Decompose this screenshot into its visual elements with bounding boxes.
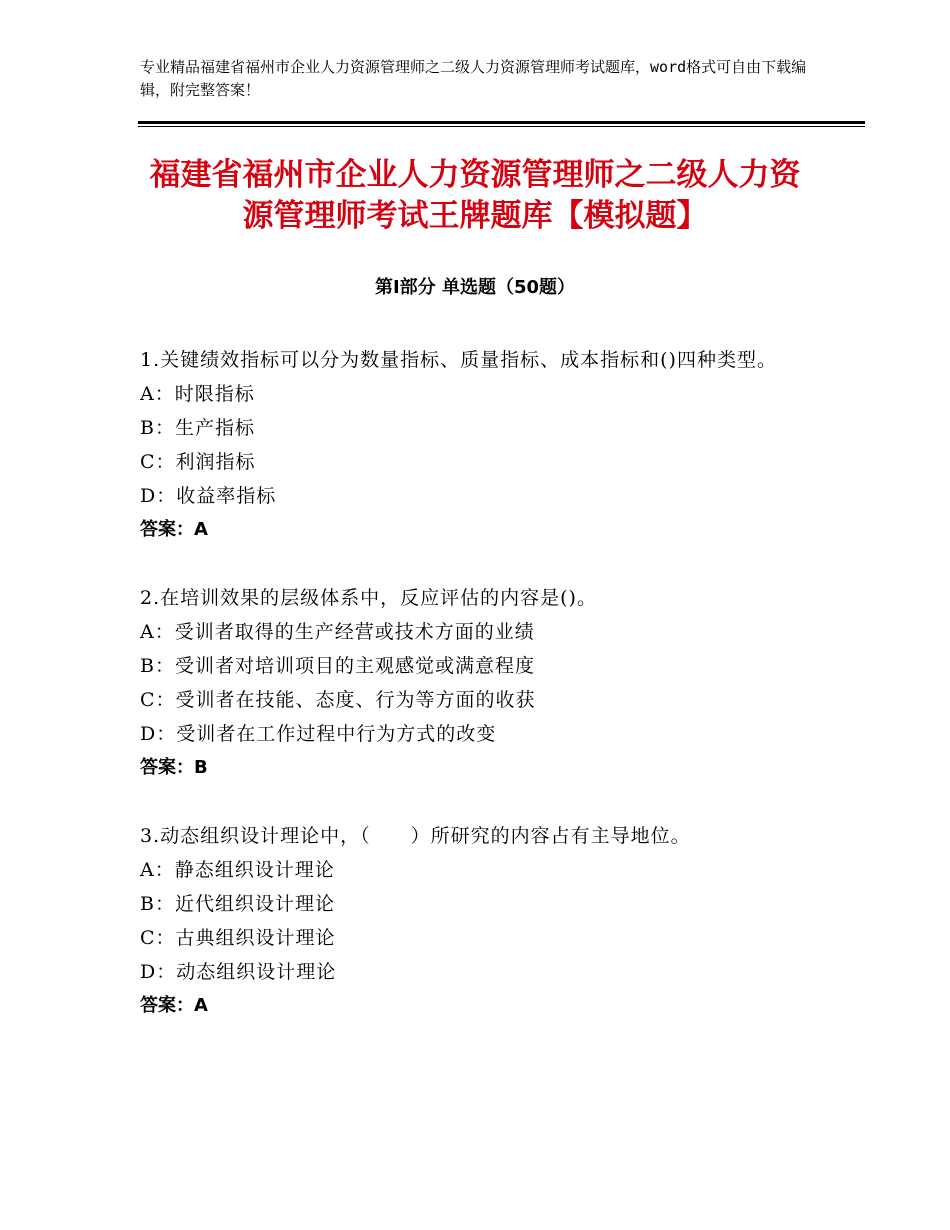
- answer-line: 答案：A: [140, 519, 208, 540]
- option-d: D：动态组织设计理论: [140, 961, 337, 983]
- option-b: B：生产指标: [140, 417, 255, 439]
- option-c: C：利润指标: [140, 451, 256, 473]
- option-a: A：静态组织设计理论: [140, 859, 335, 881]
- question-stem: 2.在培训效果的层级体系中，反应评估的内容是()。: [140, 587, 597, 609]
- option-c: C：古典组织设计理论: [140, 927, 336, 949]
- section-heading: 第Ⅰ部分 单选题（50题）: [374, 277, 575, 298]
- option-d: D：受训者在工作过程中行为方式的改变: [140, 723, 497, 745]
- answer-line: 答案：B: [140, 757, 208, 778]
- question-2: [140, 581, 820, 785]
- question-list: [140, 343, 820, 1057]
- option-b: B：近代组织设计理论: [140, 893, 335, 915]
- option-b: B：受训者对培训项目的主观感觉或满意程度: [140, 655, 535, 677]
- question-1: [140, 343, 820, 547]
- header-note: 专业精品福建省福州市企业人力资源管理师之二级人力资源管理师考试题库，word格式可自由下载编辑，附完整答案！: [140, 58, 807, 99]
- document-title: 福建省福州市企业人力资源管理师之二级人力资源管理师考试王牌题库【模拟题】: [149, 157, 801, 234]
- header-divider-thick: [138, 121, 865, 124]
- answer-line: 答案：A: [140, 995, 208, 1016]
- question-stem: 1.关键绩效指标可以分为数量指标、质量指标、成本指标和()四种类型。: [140, 349, 777, 371]
- question-stem: 3.动态组织设计理论中，（ ）所研究的内容占有主导地位。: [140, 825, 691, 847]
- header-divider-thin: [138, 126, 865, 127]
- option-d: D：收益率指标: [140, 485, 277, 507]
- question-3: [140, 819, 820, 1023]
- option-a: A：受训者取得的生产经营或技术方面的业绩: [140, 621, 535, 643]
- option-c: C：受训者在技能、态度、行为等方面的收获: [140, 689, 536, 711]
- option-a: A：时限指标: [140, 383, 255, 405]
